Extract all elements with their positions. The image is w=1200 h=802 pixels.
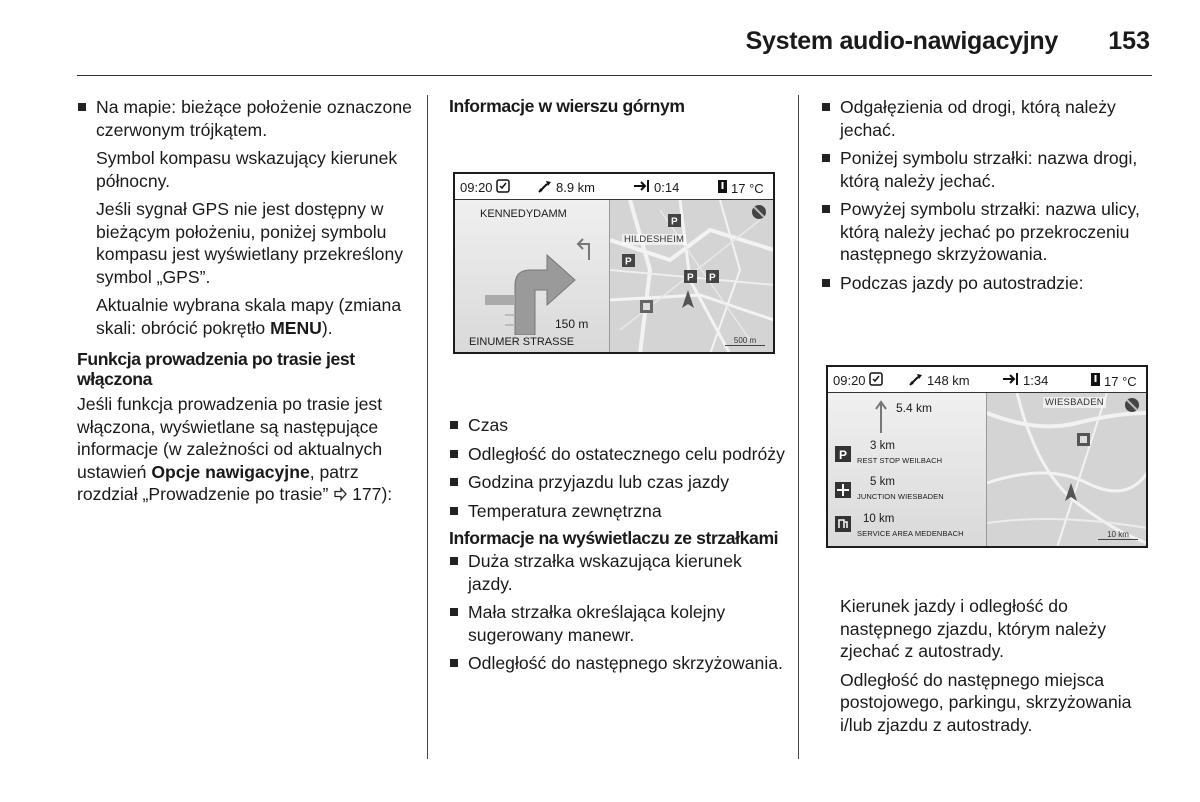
column-2-lists — [449, 414, 785, 681]
arrow-ref-icon — [333, 484, 347, 504]
svg-text:P: P — [687, 272, 694, 283]
list-item: Na mapie: bieżące położenie oznaczone czerwonym trójkątem. — [77, 96, 412, 141]
current-street-label: EINUMER STRASSE — [469, 336, 575, 348]
parking-icon — [622, 254, 635, 272]
poi-name-label: REST STOP WEILBACH — [857, 456, 943, 465]
motorway-info-panel — [828, 393, 986, 546]
column-2 — [449, 96, 785, 120]
map-city-label: HILDESHEIM — [624, 234, 685, 245]
navigation-screen-motorway — [826, 365, 1148, 548]
map-panel — [986, 393, 1146, 546]
service-area-icon — [1077, 433, 1090, 451]
thermometer-icon — [1090, 372, 1101, 390]
section-heading: Informacje w wierszu górnym — [449, 96, 685, 116]
column-3-paragraphs — [821, 595, 1156, 742]
poi-name-label: SERVICE AREA MEDENBACH — [857, 529, 964, 538]
screen-body — [828, 393, 1146, 546]
text: , patrz rozdział „Prowadzenie po trasie” — [77, 461, 359, 504]
paragraph: Kierunek jazdy i odległość do następnego zjazdu, którym należy zjechać z autostrady. — [840, 596, 1107, 661]
column-1 — [77, 96, 412, 512]
list-item: Czas — [449, 414, 785, 437]
time-label: 09:20 — [460, 180, 493, 195]
paragraph: Symbol kompasu wskazujący kierunek północny. — [96, 148, 398, 191]
arrival-arrow-icon — [1002, 372, 1020, 389]
svg-text:P: P — [625, 256, 632, 267]
parking-icon — [668, 214, 681, 232]
screen-top-bar — [455, 174, 773, 200]
list-item: Duża strzałka wskazująca kierunek jazdy. — [449, 550, 785, 595]
time-label: 09:20 — [833, 373, 866, 388]
column-3 — [821, 96, 1156, 300]
parking-icon — [835, 446, 851, 467]
screen-body — [455, 200, 773, 352]
section-heading: Informacje na wyświetlaczu ze strzałkami — [449, 528, 779, 548]
poi-name-label: JUNCTION WIESBADEN — [857, 492, 944, 501]
parking-icon — [684, 270, 697, 288]
map-city-label: WIESBADEN — [1045, 397, 1104, 408]
temperature-label: 17 °C — [731, 180, 764, 196]
list-item: Poniżej symbolu strzałki: nazwa drogi, którą należy jechać. — [821, 147, 1156, 192]
distance-label: 8.9 km — [556, 180, 596, 195]
paragraph: Jeśli sygnał GPS nie jest dostępny w bieżącym położeniu, poniżej symbolu kompasu jest wyświetlany przekreślony symbol „GPS”. — [96, 199, 404, 287]
list-item: Odległość do ostatecznego celu podróży — [449, 443, 785, 466]
turn-distance-label: 150 m — [555, 317, 589, 331]
compass-icon — [1124, 397, 1140, 418]
options-ref: Opcje nawigacyjne — [151, 461, 310, 482]
arrival-arrow-icon — [633, 179, 651, 196]
poi-icon — [640, 300, 653, 318]
list-item: Odgałęzienia od drogi, którą należy jechać. — [821, 96, 1156, 141]
section-heading: Funkcja prowadzenia po trasie jest włączona — [77, 349, 355, 389]
page-ref: 177): — [347, 484, 393, 504]
arrival-time-label: 0:14 — [654, 180, 680, 195]
map-panel — [609, 200, 773, 352]
text: Aktualnie wybrana skala mapy (zmiana skali: obrócić pokrętło — [96, 295, 402, 338]
paragraph: Odległość do następnego miejsca postojowego, parkingu, skrzyżowania i/lub zjazdu z autostrady. — [840, 669, 1132, 735]
arrival-time-label: 1:34 — [1023, 373, 1049, 388]
header-rule — [77, 75, 1152, 76]
list-item: Mała strzałka określająca kolejny sugerowany manewr. — [449, 601, 785, 646]
distance-label: 148 km — [927, 373, 970, 388]
paragraph — [77, 393, 412, 506]
compass-icon — [751, 204, 767, 225]
thermometer-icon — [717, 179, 728, 197]
page-number: 153 — [1108, 27, 1150, 55]
service-area-icon — [835, 516, 851, 537]
column-divider-1 — [427, 95, 428, 759]
text: ). — [321, 317, 333, 338]
list-item: Godzina przyjazdu lub czas jazdy — [449, 471, 785, 494]
menu-button-ref: MENU — [270, 317, 322, 338]
paragraph — [77, 294, 412, 339]
map-scale: 10 km — [1098, 530, 1138, 540]
destination-flag-icon — [537, 179, 553, 196]
clock-icon — [496, 179, 510, 196]
screen-top-bar — [828, 367, 1146, 393]
junction-icon — [835, 482, 851, 503]
temperature-label: 17 °C — [1104, 373, 1137, 389]
poi-distance-label: 10 km — [863, 513, 895, 525]
arrow-panel — [455, 200, 609, 352]
navigation-screen-city — [453, 172, 775, 354]
poi-distance-label: 3 km — [870, 440, 895, 452]
next-street-label: KENNEDYDAMM — [480, 208, 567, 220]
list-item: Odległość do następnego skrzyżowania. — [449, 652, 785, 675]
ahead-distance-label: 5.4 km — [896, 401, 933, 415]
svg-text:P: P — [709, 272, 716, 283]
small-maneuver-arrow-icon — [573, 234, 597, 265]
page-header-title: System audio-nawigacyjny — [745, 27, 1058, 55]
poi-distance-label: 5 km — [870, 476, 895, 488]
text: Jeśli funkcja prowadzenia po trasie jest włączona, wyświetlane są następujące informacje (w zależności od aktualnych ustawień — [77, 394, 383, 482]
list-item: Temperatura zewnętrzna — [449, 500, 785, 523]
column-divider-2 — [798, 95, 799, 759]
parking-icon — [706, 270, 719, 288]
motorway-map — [987, 393, 1147, 548]
map-scale: 500 m — [725, 336, 765, 346]
svg-text:P: P — [671, 216, 678, 227]
straight-arrow-icon — [874, 399, 888, 438]
clock-icon — [869, 372, 883, 389]
svg-text:P: P — [839, 448, 848, 462]
destination-flag-icon — [908, 372, 924, 389]
list-item: Podczas jazdy po autostradzie: — [821, 272, 1156, 295]
list-item: Powyżej symbolu strzałki: nazwa ulicy, którą należy jechać po przekroczeniu następnego skrzyżowania. — [821, 198, 1156, 266]
